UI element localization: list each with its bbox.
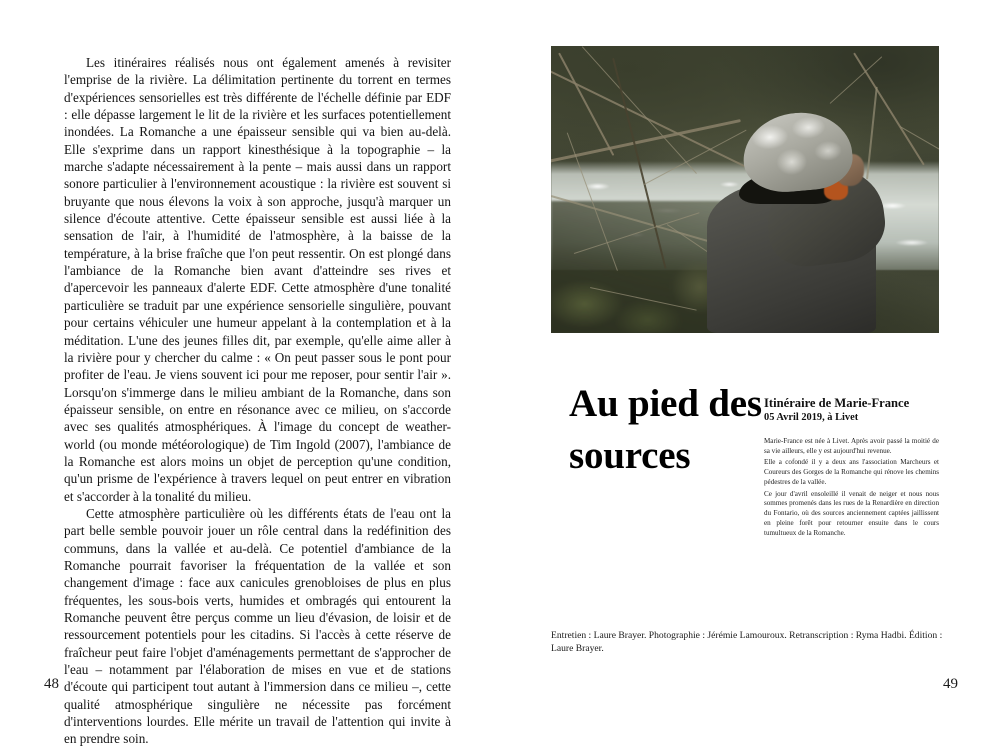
itinerary-sidebar <box>764 396 939 539</box>
body-paragraph-1: Les itinéraires réalisés nous ont également amenés à revisiter l'emprise de la rivière. La délimitation pertinente du torrent en termes d'expériences sensorielles est très différente de l'échelle définie par EDF : elle dépasse largement le lit de la rivière et les surfaces potentiellement inondées. La Romanche a une épaisseur sensible qui va bien au-delà. Elle s'exprime dans un rapport kinesthésique à la topographie – la marche s'adapte nécessairement à la pente – mais aussi dans un rapport sonore particulier à l'environnement acoustique : la rivière est souvent si bruyante que nous élevons la voix à son approche, jusqu'à marquer un silence d'écoute attentive. Cette épaisseur sensible est aussi liée à la sensation de l'air, à l'humidité de l'atmosphère, à la baisse de la température, à la brise fraîche que l'on peut ressentir. On est plongé dans l'ambiance de la Romanche bien avant d'atteindre ses rives et d'apercevoir les panneaux d'alerte EDF. Cette atmosphère d'une tonalité particulière se traduit par une expérience sensorielle singulière, pouvant pour certains véhiculer une humeur appelant à la contemplation et à la méditation. L'une des jeunes filles dit, par exemple, qu'elle aime aller à la rivière pour y chercher du calme : « On peut passer sous le pont pour profiter de l'eau. Je viens souvent ici pour me reposer, pour sentir l'air ». Lorsqu'on s'immerge dans le milieu ambiant de la Romanche, dans son épaisseur sensible, on entre en résonance avec ce milieu, on s'accorde avec ses qualités atmosphériques. À l'image du concept de weather-world (ou monde météorologique) de Tim Ingold (2007), l'ambiance de la Romanche est alors moins un objet de perception qu'une condition, qu'un prisme de l'expérience à travers lequel on peut entrer en vibration et s'accorder à la tonalité du milieu. <box>64 55 451 504</box>
sidebar-title: Itinéraire de Marie-France <box>764 396 910 410</box>
sidebar-body <box>764 437 939 539</box>
photo-canvas <box>551 46 939 333</box>
page-number-left: 48 <box>44 676 59 692</box>
page-number-right: 49 <box>943 676 958 692</box>
photograph <box>551 46 939 333</box>
page-title: Au pied des sources <box>569 382 762 478</box>
sidebar-date: 05 Avril 2019, à Livet <box>764 412 859 423</box>
credits-line: Entretien : Laure Brayer. Photographie : Jérémie Lamouroux. Retranscription : Ryma Hadbi. Édition : Laure Brayer. <box>551 630 943 654</box>
body-text-column <box>64 54 451 748</box>
sidebar-paragraph-3: Ce jour d'avril ensoleillé il venait de neiger et nous nous sommes promenés dans les rues de la Renardière en direction du Fontario, où des sources anciennement captées jaillissent en pleine forêt pour retourner ensuite dans le cours tumultueux de la Romanche. <box>764 489 939 538</box>
left-page <box>0 0 501 747</box>
body-paragraph-2: Cette atmosphère particulière où les différents états de l'eau ont la part belle semble pouvoir jouer un rôle central dans la redéfinition des communs, dans la vallée et au-delà. Ce potentiel d'ambiance de la Romanche pourrait favoriser la fréquentation de la vallée et son changement d'image : face aux canicules grenobloises de plus en plus fréquentes, les sous-bois verts, humides et ombragés qui entourent la Romanche peuvent être perçus comme un lieu d'évasion, de loisir et de ressourcement potentiels pour les citadins. Si l'accès à cette réserve de fraîcheur peut faire l'objet d'aménagements permettant de s'approcher de l'eau – notamment par l'élaboration de mises en vue et de stations d'écoute qui participent tout autant à l'immersion dans ce milieu –, cette qualité atmosphérique singulière ne nécessite pas forcément d'interventions lourdes. Elle mérite un travail de l'attention qui invite à en prendre soin. <box>64 505 451 747</box>
sidebar-paragraph-1: Marie-France est née à Livet. Après avoir passé la moitié de sa vie ailleurs, elle y est aujourd'hui revenue. <box>764 437 939 455</box>
right-page <box>501 0 1002 720</box>
sidebar-paragraph-2: Elle a cofondé il y a deux ans l'association Marcheurs et Coureurs des Gorges de la Romanche qui rénove les chemins pédestres de la vallée. <box>764 458 939 487</box>
photo-person <box>698 103 900 333</box>
